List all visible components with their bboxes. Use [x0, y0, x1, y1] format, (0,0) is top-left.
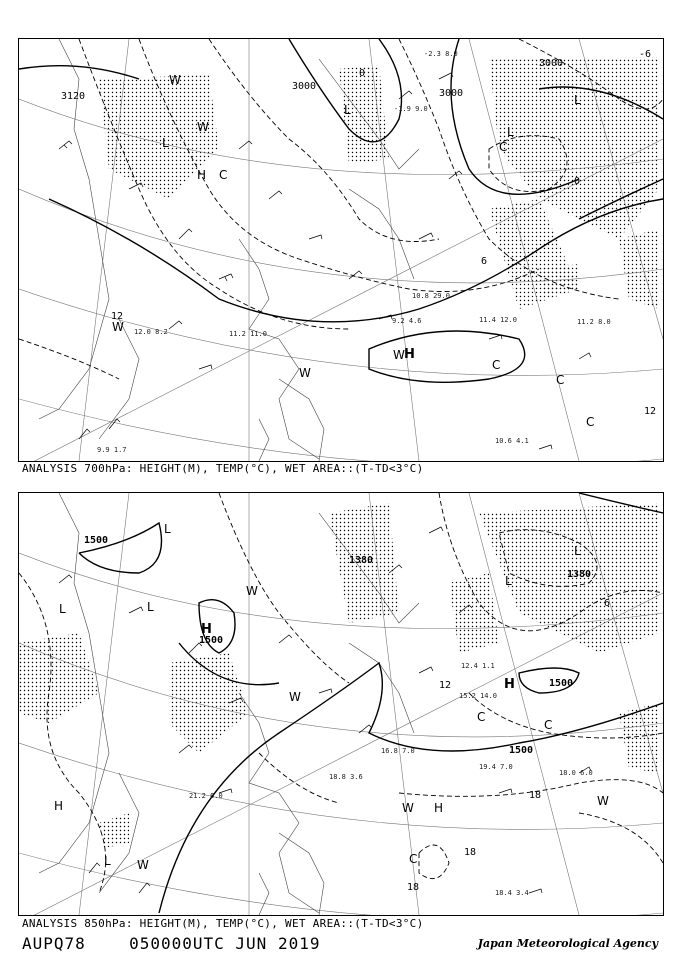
- symbol-high: H: [504, 677, 515, 692]
- wet-area-shading: [19, 503, 659, 848]
- symbol-warm: W: [299, 366, 311, 380]
- symbol-low: L: [164, 522, 171, 536]
- valid-time: 050000UTC JUN 2019: [129, 934, 321, 953]
- map-850hpa-svg: [19, 493, 663, 915]
- symbol-warm: W: [169, 73, 181, 87]
- symbol-cold: C: [544, 718, 553, 732]
- height-label: 1380: [349, 555, 374, 566]
- station-obs: 15.2 14.0: [459, 692, 497, 700]
- symbol-high: H: [197, 168, 207, 182]
- height-label: 3120: [61, 91, 86, 102]
- symbol-cold: C: [492, 358, 501, 372]
- symbol-low: L: [507, 125, 514, 139]
- station-obs: 21.2 6.0: [189, 792, 223, 800]
- symbol-cold: C: [556, 373, 565, 387]
- symbol-low: L: [574, 93, 581, 107]
- temp-label: 6: [604, 598, 611, 609]
- temp-label: 6: [481, 256, 488, 267]
- station-obs: 11.2 8.0: [577, 318, 611, 326]
- symbol-warm: W: [597, 794, 609, 808]
- symbol-low: L: [59, 602, 66, 616]
- symbol-warm: W: [402, 801, 414, 815]
- temp-label: 18: [529, 790, 542, 801]
- agency-name: Japan Meteorological Agency: [477, 937, 658, 950]
- symbol-cold: C: [499, 140, 508, 154]
- symbol-low: L: [344, 103, 351, 117]
- temp-label: -6: [639, 49, 652, 60]
- height-label: 1500: [509, 745, 534, 756]
- height-label: 1380: [567, 569, 592, 580]
- height-label: 1500: [84, 535, 109, 546]
- symbol-cold: C: [586, 415, 595, 429]
- symbol-high: H: [54, 799, 64, 813]
- height-label: 1500: [549, 678, 574, 689]
- height-label: 1500: [199, 635, 224, 646]
- station-obs: 18.0 6.0: [559, 769, 593, 777]
- station-obs: -2.3 8.0: [424, 50, 458, 58]
- symbol-warm: W: [246, 584, 258, 598]
- station-obs: 16.8 7.0: [381, 747, 415, 755]
- station-obs: 10.8 29.0: [412, 292, 450, 300]
- symbol-warm: W: [393, 348, 405, 362]
- symbol-low: L: [162, 136, 169, 150]
- symbol-warm: W: [197, 120, 209, 134]
- symbol-warm: W: [289, 690, 301, 704]
- station-obs: 12.4 1.1: [461, 662, 495, 670]
- station-obs: 10.6 4.1: [495, 437, 529, 445]
- station-obs: 12.0 8.2: [134, 328, 168, 336]
- symbol-low: L: [147, 600, 154, 614]
- station-obs: 18.4 3.4: [495, 889, 529, 897]
- product-code: AUPQ78: [22, 934, 86, 953]
- map-panel-700hpa: [18, 38, 664, 462]
- station-obs: 11.4 12.0: [479, 316, 517, 324]
- temp-label: 0: [574, 176, 581, 187]
- symbol-high: H: [434, 801, 444, 815]
- station-obs: -1.9 9.0: [394, 105, 428, 113]
- station-obs: 9.9 1.7: [97, 446, 127, 454]
- station-obs: 9.2 4.6: [392, 317, 422, 325]
- temp-label: 12: [111, 311, 124, 322]
- height-label: 3000: [292, 81, 317, 92]
- height-label: 3000: [439, 88, 464, 99]
- station-obs-group: [189, 662, 593, 897]
- symbol-warm: W: [112, 320, 124, 334]
- symbol-cold: C: [219, 168, 228, 182]
- symbol-cold: C: [477, 710, 486, 724]
- temp-label: 12: [644, 406, 657, 417]
- symbol-high: H: [201, 622, 212, 637]
- symbol-low: L: [505, 574, 512, 588]
- symbol-cold: C: [409, 852, 418, 866]
- temp-label: 0: [359, 68, 366, 79]
- station-obs: 19.4 7.0: [479, 763, 513, 771]
- symbol-low: L: [104, 854, 111, 868]
- caption-700hpa: ANALYSIS 700hPa: HEIGHT(M), TEMP(°C), WET AREA::(T-TD<3°C): [22, 462, 424, 475]
- symbol-high: H: [404, 347, 415, 362]
- symbol-warm: W: [137, 858, 149, 872]
- temp-label: 18: [407, 882, 420, 893]
- map-panel-850hpa: [18, 492, 664, 916]
- height-label: 3000: [539, 58, 564, 69]
- station-obs: 18.8 3.6: [329, 773, 363, 781]
- product-header: [22, 934, 320, 953]
- map-700hpa-svg: [19, 39, 663, 461]
- temp-label: 18: [464, 847, 477, 858]
- caption-850hpa: ANALYSIS 850hPa: HEIGHT(M), TEMP(°C), WET AREA::(T-TD<3°C): [22, 917, 424, 930]
- symbol-low: L: [574, 544, 581, 558]
- temp-label: 12: [439, 680, 452, 691]
- station-obs: 11.2 11.0: [229, 330, 267, 338]
